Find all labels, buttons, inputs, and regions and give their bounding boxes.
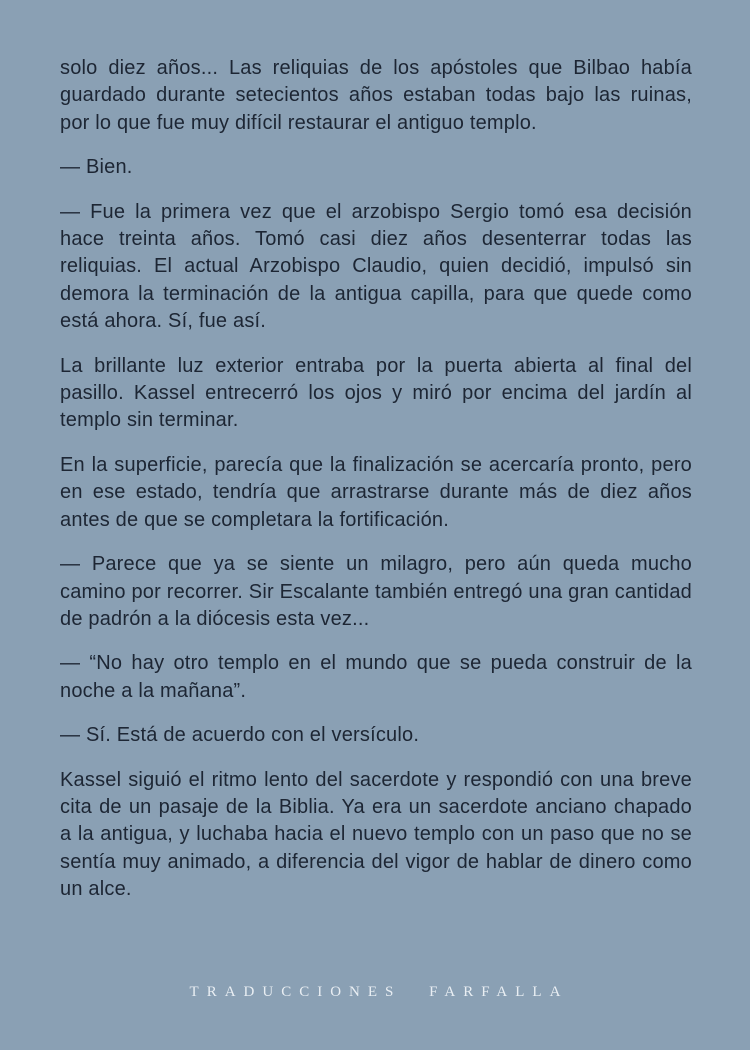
paragraph-dialogue: — Parece que ya se siente un milagro, pero aún queda mucho camino por recorrer. Sir Escalante también entregó una gran cantidad de padrón a la diócesis esta vez... [60,553,692,630]
paragraph: La brillante luz exterior entraba por la puerta abierta al final del pasillo. Kassel entrecerró los ojos y miró por encima del jardín al templo sin terminar. [60,354,692,432]
translator-watermark: TRADUCCIONES FARFALLA [189,984,569,1000]
paragraph: En la superficie, parecía que la finalización se acercaría pronto, pero en ese estado, tendría que arrastrarse durante más de diez años antes de que se completara la fortificación. [60,453,692,531]
paragraph-dialogue: — Bien. [60,156,133,179]
paragraph-dialogue: — Sí. Está de acuerdo con el versículo. [60,724,420,747]
paragraph-dialogue: — “No hay otro templo en el mundo que se pueda construir de la noche a la mañana”. [60,652,692,702]
paragraph: solo diez años... Las reliquias de los apóstoles que Bilbao había guardado durante setecientos años estaban todas bajo las ruinas, por lo que fue muy difícil restaurar el antiguo templo. [60,57,692,134]
paragraph-dialogue: — Fue la primera vez que el arzobispo Sergio tomó esa decisión hace treinta años. Tomó casi diez años desenterrar todas las reliquias. El actual Arzobispo Claudio, quien decidió, impulsó sin demora la terminación de la antigua capilla, para que quede como está ahora. Sí, fue así. [60,200,692,333]
paragraph: Kassel siguió el ritmo lento del sacerdote y respondió con una breve cita de un pasaje de la Biblia. Ya era un sacerdote anciano chapado a la antigua, y luchaba hacia el nuevo templo con un paso que no se sentía muy animado, a diferencia del vigor de hablar de dinero como un alce. [60,768,692,901]
body-text [60,55,692,921]
